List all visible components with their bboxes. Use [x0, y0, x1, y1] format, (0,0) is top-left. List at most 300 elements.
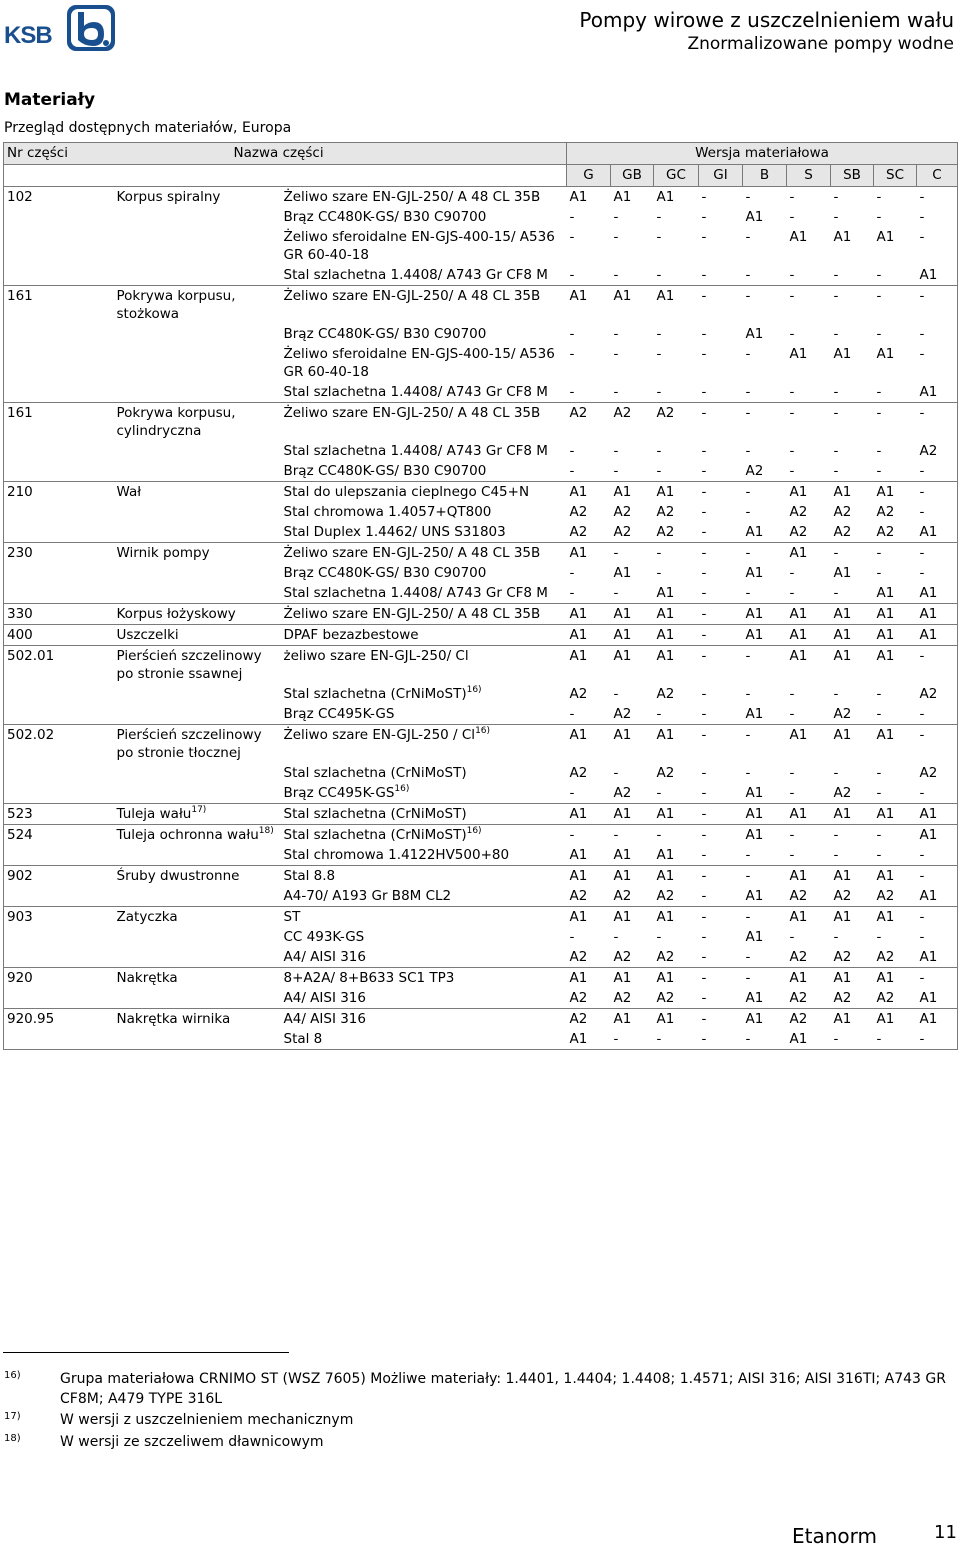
material-cell	[280, 886, 567, 907]
part-number-cell	[4, 988, 114, 1009]
part-name-cell	[114, 886, 280, 907]
version-value-cell: -	[699, 804, 743, 825]
ksb-logo	[4, 4, 116, 52]
material-cell	[280, 845, 567, 866]
table-row	[4, 988, 958, 1009]
version-value-cell: A1	[656, 189, 675, 205]
footnote-17	[4, 1410, 958, 1430]
part-number-cell	[4, 265, 114, 286]
version-value-cell: -	[656, 267, 662, 283]
version-value-cell: -	[789, 706, 795, 722]
section-title: Materiały	[4, 90, 96, 110]
table-header-row	[4, 143, 958, 165]
material-cell	[280, 265, 567, 286]
part-number-cell	[4, 227, 114, 265]
material-text: Brąz CC480K-GS/ B30 C90700	[283, 463, 487, 479]
version-value-cell: -	[831, 1029, 874, 1050]
logo-wordmark: KSB	[4, 22, 52, 49]
version-value-cell: A2	[789, 504, 808, 520]
table-body	[4, 187, 958, 1050]
version-value-cell: -	[701, 765, 707, 781]
version-value-cell: -	[699, 482, 743, 503]
part-name-cell	[114, 563, 280, 583]
version-value-cell: A2	[833, 524, 852, 540]
version-value-cell: A1	[567, 482, 611, 503]
version-value-cell: -	[699, 825, 743, 846]
version-value-cell: -	[789, 585, 795, 601]
version-value-cell: A2	[876, 888, 895, 904]
version-value-cell: A1	[611, 866, 654, 887]
part-number-cell	[4, 763, 114, 783]
material-cell	[280, 502, 567, 522]
version-value-cell: A1	[613, 847, 632, 863]
version-value-cell: A2	[789, 949, 808, 965]
version-value-cell: -	[699, 646, 743, 685]
version-value-cell: -	[656, 326, 662, 342]
version-value-cell: -	[745, 189, 751, 205]
version-value-cell: -	[745, 765, 751, 781]
part-name-cell	[114, 947, 280, 968]
part-number-cell: 920.95	[4, 1009, 114, 1030]
material-cell	[280, 403, 567, 442]
version-header: G	[567, 165, 611, 187]
version-value-cell: A2	[654, 403, 699, 442]
table-row	[4, 583, 958, 604]
material-cell	[280, 543, 567, 564]
version-value-cell: -	[701, 565, 707, 581]
version-value-cell: -	[833, 326, 839, 342]
table-row	[4, 324, 958, 344]
footnote-text: Grupa materiałowa CRNIMO ST (WSZ 7605) Możliwe materiały: 1.4401, 1.4404; 1.4408; 1.4571; AISI 316; AISI 316TI; A743 GR CF8M; A479 TYPE 316L	[60, 1371, 946, 1407]
part-number-cell	[4, 583, 114, 604]
version-value-cell: A1	[743, 604, 787, 625]
version-value-cell: -	[701, 686, 707, 702]
version-value-cell: -	[701, 524, 707, 540]
table-row	[4, 947, 958, 968]
version-value-cell: -	[743, 968, 787, 989]
material-text: Stal szlachetna (CrNiMoST)	[283, 806, 467, 822]
version-value-cell: A1	[787, 543, 831, 564]
version-value-cell: A1	[567, 968, 611, 989]
version-value-cell: A1	[787, 625, 831, 646]
material-cell	[280, 646, 567, 685]
version-value-cell: A1	[654, 286, 699, 325]
part-name-text: Pierścień szczelinowy po stronie tłocznej	[116, 727, 262, 761]
version-value-cell: -	[569, 463, 575, 479]
material-text: Stal szlachetna 1.4408/ A743 Gr CF8 M	[283, 384, 548, 400]
material-cell	[280, 704, 567, 725]
table-row	[4, 825, 958, 846]
version-value-cell: A1	[567, 907, 611, 928]
ksb-logo-icon	[66, 4, 116, 52]
version-value-cell: -	[569, 706, 575, 722]
part-name-cell	[114, 684, 280, 704]
version-value-cell: A1	[654, 646, 699, 685]
part-number-cell: 161	[4, 286, 114, 325]
version-value-cell: A1	[876, 585, 895, 601]
part-name-cell	[114, 1029, 280, 1050]
table-row	[4, 207, 958, 227]
version-value-cell: -	[876, 785, 882, 801]
part-number-cell	[4, 704, 114, 725]
material-text: Brąz CC480K-GS/ B30 C90700	[283, 209, 487, 225]
version-value-cell: -	[789, 785, 795, 801]
part-name-cell	[114, 227, 280, 265]
version-value-cell: -	[874, 286, 917, 325]
footnote-ref: 17)	[191, 804, 207, 815]
section-subtitle: Przegląd dostępnych materiałów, Europa	[4, 120, 292, 136]
version-value-cell: A2	[656, 949, 675, 965]
version-value-cell: -	[701, 847, 707, 863]
material-text: A4/ AISI 316	[283, 949, 366, 965]
version-value-cell: A1	[917, 1009, 958, 1030]
version-value-cell: A1	[833, 565, 852, 581]
version-value-cell: -	[833, 443, 839, 459]
part-name-cell	[114, 482, 280, 503]
version-value-cell: A1	[874, 866, 917, 887]
version-value-cell: A2	[745, 463, 764, 479]
table-row	[4, 907, 958, 928]
version-value-cell: A2	[567, 403, 611, 442]
version-value-cell: A2	[876, 990, 895, 1006]
part-number-cell	[4, 684, 114, 704]
version-value-cell: -	[699, 907, 743, 928]
table-row	[4, 804, 958, 825]
version-value-cell: -	[656, 443, 662, 459]
version-value-cell: -	[789, 326, 795, 342]
version-value-cell: -	[656, 565, 662, 581]
part-name-cell	[114, 646, 280, 685]
version-header: GB	[611, 165, 654, 187]
version-value-cell: -	[789, 267, 795, 283]
version-value-cell: A1	[567, 725, 611, 764]
material-cell	[280, 763, 567, 783]
footnote-number: 18)	[4, 1433, 21, 1444]
material-text: ST	[283, 909, 301, 925]
version-value-cell: -	[745, 229, 751, 245]
version-value-cell: -	[699, 286, 743, 325]
version-value-cell: -	[745, 504, 751, 520]
version-value-cell: -	[745, 686, 751, 702]
version-value-cell: A1	[874, 804, 917, 825]
version-value-cell: A2	[876, 504, 895, 520]
version-value-cell: A1	[787, 907, 831, 928]
footnote-ref: 16)	[475, 725, 491, 736]
version-value-cell: A1	[567, 646, 611, 685]
table-subheader-row	[4, 165, 958, 187]
material-text: Żeliwo sferoidalne EN-GJS-400-15/ A536 GR 60-40-18	[283, 229, 555, 263]
version-value-cell: A1	[787, 482, 831, 503]
version-value-cell: A1	[917, 988, 958, 1009]
material-text: Żeliwo szare EN-GJL-250/ A 48 CL 35B	[283, 405, 541, 421]
col-header-nr: Nr części	[4, 143, 114, 165]
version-value-cell: -	[789, 765, 795, 781]
footnote-text: W wersji ze szczeliwem dławnicowym	[60, 1434, 324, 1450]
version-value-cell: A1	[917, 804, 958, 825]
version-value-cell: A1	[656, 847, 675, 863]
material-text: Żeliwo szare EN-GJL-250/ A 48 CL 35B	[283, 189, 541, 205]
version-header: SC	[874, 165, 917, 187]
material-text: Stal szlachetna (CrNiMoST)	[283, 765, 467, 781]
version-value-cell: -	[701, 706, 707, 722]
part-name-cell	[114, 725, 280, 764]
version-value-cell: -	[611, 825, 654, 846]
version-value-cell: -	[917, 907, 958, 928]
version-value-cell: A1	[787, 804, 831, 825]
version-value-cell: A2	[656, 888, 675, 904]
version-value-cell: A1	[654, 1009, 699, 1030]
material-text: Brąz CC480K-GS/ B30 C90700	[283, 565, 487, 581]
footnote-ref: 16)	[466, 684, 482, 695]
version-value-cell: -	[569, 585, 575, 601]
table-row	[4, 927, 958, 947]
part-name-cell	[114, 382, 280, 403]
version-value-cell: A1	[787, 604, 831, 625]
version-value-cell: -	[876, 463, 882, 479]
part-name-cell	[114, 502, 280, 522]
material-text: żeliwo szare EN-GJL-250/ Cl	[283, 648, 469, 664]
table-row	[4, 886, 958, 907]
version-value-cell: -	[876, 267, 882, 283]
version-value-cell: A2	[787, 1009, 831, 1030]
part-name-cell	[114, 441, 280, 461]
version-value-cell: A1	[831, 725, 874, 764]
version-value-cell: -	[701, 346, 707, 362]
version-value-cell: A2	[833, 785, 852, 801]
version-value-cell: A2	[569, 949, 588, 965]
version-value-cell: -	[613, 686, 619, 702]
version-value-cell: A2	[569, 524, 588, 540]
part-number-cell	[4, 522, 114, 543]
version-value-cell: -	[701, 384, 707, 400]
version-value-cell: -	[743, 907, 787, 928]
material-text: Stal chromowa 1.4122HV500+80	[283, 847, 510, 863]
version-value-cell: A1	[789, 229, 808, 245]
table-row	[4, 403, 958, 442]
version-header: SB	[831, 165, 874, 187]
version-value-cell: -	[787, 825, 831, 846]
material-cell	[280, 382, 567, 403]
material-text: Żeliwo szare EN-GJL-250/ A 48 CL 35B	[283, 606, 541, 622]
version-value-cell: -	[569, 384, 575, 400]
table-row	[4, 543, 958, 564]
version-value-cell: A1	[917, 625, 958, 646]
version-header: C	[917, 165, 958, 187]
col-header-name: Nazwa części	[114, 143, 567, 165]
version-value-cell: A1	[745, 565, 764, 581]
version-value-cell: A2	[656, 504, 675, 520]
version-value-cell: -	[831, 825, 874, 846]
material-text: A4/ AISI 316	[283, 1011, 366, 1027]
material-text: Stal szlachetna 1.4408/ A743 Gr CF8 M	[283, 585, 548, 601]
version-value-cell: A2	[789, 990, 808, 1006]
version-value-cell: -	[745, 585, 751, 601]
version-value-cell: -	[743, 1029, 787, 1050]
version-value-cell: A1	[567, 604, 611, 625]
part-name-text: Korpus spiralny	[116, 189, 221, 205]
col-header-version: Wersja materiałowa	[567, 143, 958, 165]
version-value-cell: -	[876, 326, 882, 342]
material-text: Brąz CC480K-GS/ B30 C90700	[283, 326, 487, 342]
version-value-cell: -	[699, 866, 743, 887]
part-number-cell: 210	[4, 482, 114, 503]
material-cell	[280, 344, 567, 382]
part-name-cell	[114, 763, 280, 783]
material-cell	[280, 625, 567, 646]
version-value-cell: A2	[917, 763, 958, 783]
version-value-cell: -	[569, 785, 575, 801]
version-value-cell: -	[833, 929, 839, 945]
version-value-cell: -	[874, 543, 917, 564]
material-cell	[280, 968, 567, 989]
version-value-cell: -	[917, 344, 958, 382]
materials-table	[3, 142, 958, 1050]
footnote-18	[4, 1432, 958, 1452]
part-number-cell	[4, 382, 114, 403]
footnote-text: W wersji z uszczelnieniem mechanicznym	[60, 1412, 354, 1428]
version-value-cell: -	[743, 866, 787, 887]
version-value-cell: -	[656, 785, 662, 801]
version-value-cell: -	[743, 403, 787, 442]
table-row	[4, 625, 958, 646]
version-value-cell: -	[745, 847, 751, 863]
version-value-cell: A1	[745, 888, 764, 904]
material-cell	[280, 988, 567, 1009]
version-value-cell: A1	[874, 604, 917, 625]
version-value-cell: A1	[831, 604, 874, 625]
version-value-cell: A2	[876, 949, 895, 965]
version-value-cell: A1	[567, 625, 611, 646]
material-cell	[280, 563, 567, 583]
version-value-cell: -	[874, 403, 917, 442]
version-value-cell: A1	[745, 785, 764, 801]
version-value-cell: A2	[833, 949, 852, 965]
part-name-cell	[114, 783, 280, 804]
version-value-cell: -	[613, 585, 619, 601]
version-value-cell: -	[569, 346, 575, 362]
version-value-cell: -	[917, 227, 958, 265]
part-name-cell	[114, 804, 280, 825]
part-name-cell	[114, 907, 280, 928]
version-value-cell: -	[699, 1029, 743, 1050]
version-value-cell: A1	[831, 968, 874, 989]
version-value-cell: A2	[613, 888, 632, 904]
version-value-cell: -	[789, 929, 795, 945]
version-value-cell: -	[917, 927, 958, 947]
material-text: Stal do ulepszania cieplnego C45+N	[283, 484, 530, 500]
version-value-cell: -	[833, 189, 839, 205]
version-value-cell: A1	[745, 929, 764, 945]
table-row	[4, 763, 958, 783]
version-value-cell: -	[874, 1029, 917, 1050]
version-value-cell: -	[701, 504, 707, 520]
version-value-cell: A1	[654, 482, 699, 503]
version-value-cell: -	[917, 563, 958, 583]
version-value-cell: A2	[917, 441, 958, 461]
version-value-cell: -	[917, 704, 958, 725]
version-value-cell: A1	[567, 804, 611, 825]
part-name-text: Wirnik pompy	[116, 545, 210, 561]
table-row	[4, 265, 958, 286]
version-value-cell: A1	[611, 286, 654, 325]
material-cell	[280, 804, 567, 825]
footnote-divider	[3, 1352, 289, 1353]
material-text: Stal szlachetna 1.4408/ A743 Gr CF8 M	[283, 267, 548, 283]
version-value-cell: A1	[743, 1009, 787, 1030]
version-value-cell: -	[654, 543, 699, 564]
version-value-cell: A1	[874, 725, 917, 764]
version-value-cell: -	[831, 543, 874, 564]
version-value-cell: -	[699, 403, 743, 442]
version-value-cell: A2	[613, 524, 632, 540]
version-value-cell: -	[917, 403, 958, 442]
version-value-cell: A2	[656, 686, 675, 702]
version-value-cell: A1	[654, 968, 699, 989]
version-value-cell: A1	[745, 990, 764, 1006]
version-value-cell: -	[833, 585, 839, 601]
part-number-cell	[4, 502, 114, 522]
version-value-cell: -	[613, 765, 619, 781]
version-value-cell: -	[876, 847, 882, 863]
version-value-cell: A1	[917, 522, 958, 543]
version-value-cell: A1	[787, 866, 831, 887]
version-value-cell: A1	[656, 585, 675, 601]
version-value-cell: -	[654, 825, 699, 846]
version-value-cell: -	[569, 229, 575, 245]
material-text: Stal Duplex 1.4462/ UNS S31803	[283, 524, 506, 540]
version-value-cell: -	[917, 1029, 958, 1050]
version-value-cell: A1	[654, 725, 699, 764]
table-row	[4, 563, 958, 583]
version-value-cell: A2	[876, 524, 895, 540]
material-text: Stal szlachetna (CrNiMoST)	[283, 686, 467, 702]
version-value-cell: A1	[611, 907, 654, 928]
version-value-cell: -	[917, 845, 958, 866]
part-name-cell	[114, 825, 280, 846]
version-value-cell: -	[701, 929, 707, 945]
version-value-cell: A2	[833, 504, 852, 520]
version-value-cell: A2	[656, 524, 675, 540]
version-value-cell: -	[831, 403, 874, 442]
version-value-cell: -	[876, 384, 882, 400]
version-value-cell: -	[613, 267, 619, 283]
version-value-cell: -	[743, 725, 787, 764]
version-value-cell: A2	[613, 949, 632, 965]
version-value-cell: -	[789, 209, 795, 225]
document-title: Pompy wirowe z uszczelnieniem wału	[579, 8, 954, 32]
table-row	[4, 522, 958, 543]
material-cell	[280, 684, 567, 704]
material-cell	[280, 583, 567, 604]
version-value-cell: -	[789, 686, 795, 702]
version-value-cell: -	[611, 1029, 654, 1050]
material-cell	[280, 825, 567, 846]
footnote-ref: 16)	[466, 825, 482, 836]
version-value-cell: A1	[917, 583, 958, 604]
version-value-cell: A1	[787, 725, 831, 764]
material-text: Żeliwo szare EN-GJL-250/ A 48 CL 35B	[283, 545, 541, 561]
version-value-cell: A1	[917, 886, 958, 907]
version-value-cell: A1	[876, 229, 895, 245]
version-value-cell: A2	[789, 888, 808, 904]
material-text: A4/ AISI 316	[283, 990, 366, 1006]
version-value-cell: A1	[567, 286, 611, 325]
version-value-cell: A1	[789, 346, 808, 362]
version-value-cell: -	[917, 502, 958, 522]
version-value-cell: A1	[833, 346, 852, 362]
version-value-cell: A2	[569, 686, 588, 702]
version-value-cell: -	[701, 990, 707, 1006]
